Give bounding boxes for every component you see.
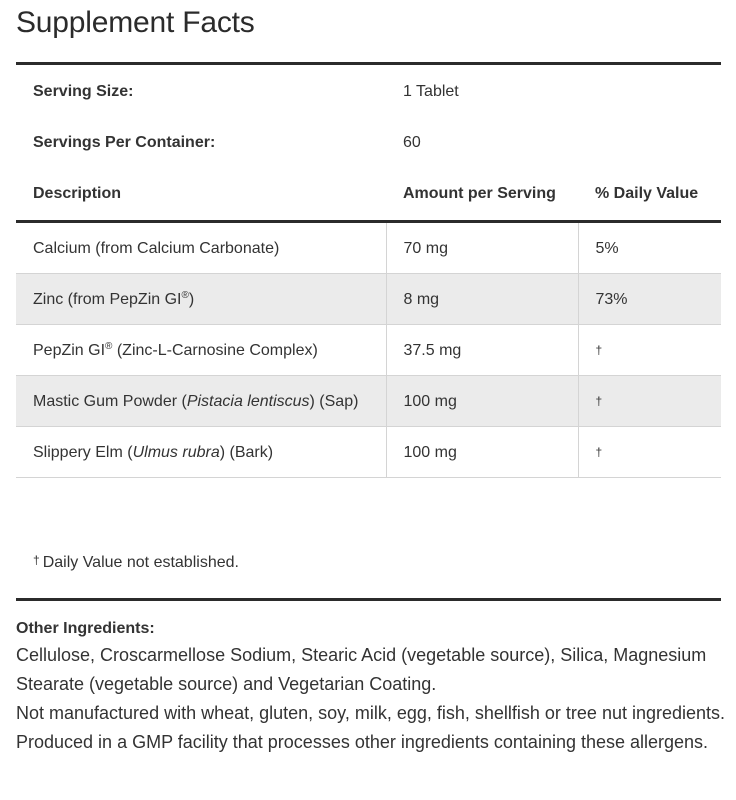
row-description: Calcium (from Calcium Carbonate) [16, 222, 386, 274]
table-row [16, 325, 721, 376]
servings-per-container-label: Servings Per Container: [33, 134, 216, 151]
table-row [16, 427, 721, 478]
servings-per-container-row [16, 117, 721, 168]
row-amount: 70 mg [386, 222, 578, 274]
row-amount: 100 mg [386, 376, 578, 427]
allergen-statement: Not manufactured with wheat, gluten, soy, milk, egg, fish, shellfish or tree nut ingredients. Produced in a GMP facility that processes other ingredients containing these allergens. [16, 703, 726, 752]
serving-size-value: 1 Tablet [403, 83, 459, 100]
facts-table [16, 66, 721, 478]
row-daily-value: 5% [578, 222, 721, 274]
row-description: PepZin GI® (Zinc-L-Carnosine Complex) [16, 325, 386, 376]
other-ingredients-text: Cellulose, Croscarmellose Sodium, Stearic Acid (vegetable source), Silica, Magnesium Stearate (vegetable source) and Vegetarian Coating. [16, 645, 707, 694]
row-amount: 100 mg [386, 427, 578, 478]
header-description: Description [33, 185, 122, 202]
footnote-text: Daily Value not established. [42, 554, 239, 571]
other-ingredients-label: Other Ingredients: [16, 620, 155, 637]
table-row [16, 376, 721, 427]
page-title: Supplement Facts [16, 6, 255, 39]
row-daily-value: † [578, 376, 721, 427]
header-daily-value: % Daily Value [595, 185, 699, 202]
row-description: Zinc (from PepZin GI®) [16, 274, 386, 325]
row-amount: 37.5 mg [386, 325, 578, 376]
row-description: Slippery Elm (Ulmus rubra) (Bark) [16, 427, 386, 478]
table-header-row [16, 168, 721, 222]
row-description: Mastic Gum Powder (Pistacia lentiscus) (Sap) [16, 376, 386, 427]
top-divider [16, 62, 721, 65]
serving-size-label: Serving Size: [33, 83, 134, 100]
row-daily-value: 73% [578, 274, 721, 325]
servings-per-container-value: 60 [403, 134, 421, 151]
footnote [33, 548, 239, 575]
serving-size-row [16, 66, 721, 117]
other-ingredients-section [16, 616, 726, 757]
row-daily-value: † [578, 325, 721, 376]
row-daily-value: † [578, 427, 721, 478]
dagger-symbol: † [33, 553, 40, 567]
table-row [16, 222, 721, 274]
table-row [16, 274, 721, 325]
facts-table-container [16, 66, 721, 478]
header-amount: Amount per Serving [403, 185, 556, 202]
ingredient-rows [16, 222, 721, 478]
bottom-divider [16, 598, 721, 601]
row-amount: 8 mg [386, 274, 578, 325]
